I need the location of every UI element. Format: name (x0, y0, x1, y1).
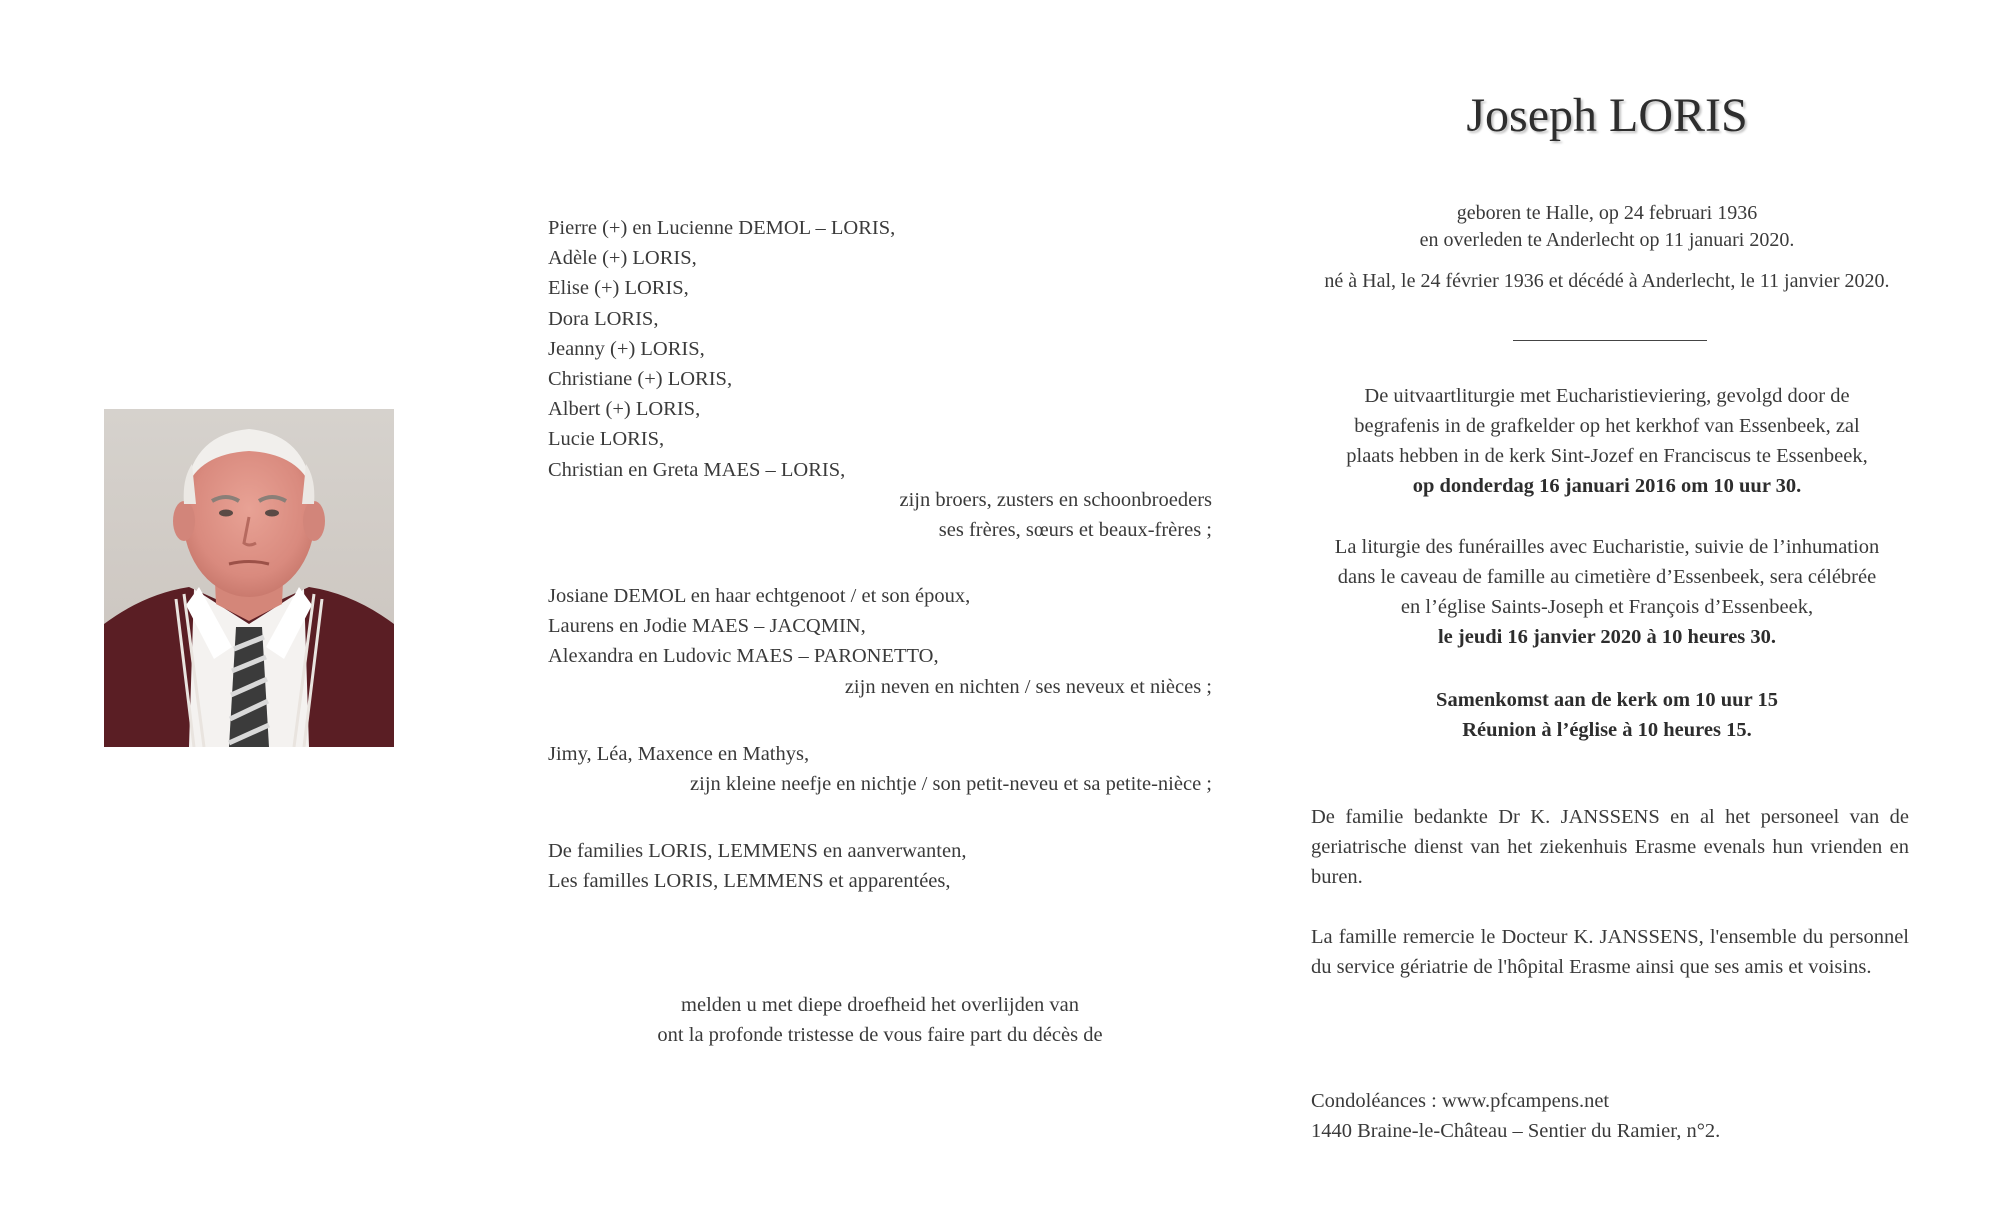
funeral-nl-line: De uitvaartliturgie met Eucharistieviering, gevolgd door de (1364, 385, 1850, 407)
nephew-line: Laurens en Jodie MAES – JACQMIN, (548, 615, 866, 638)
meeting-section (1287, 685, 1927, 745)
deceased-name-title: Joseph LORIS (1466, 89, 1748, 142)
announce-fr: ont la profonde tristesse de vous faire part du décès de (657, 1024, 1103, 1047)
sibling-line: Pierre (+) en Lucienne DEMOL – LORIS, (548, 217, 896, 239)
birth-nl-line2: en overleden te Anderlecht op 11 januari 2020. (1419, 229, 1795, 251)
sibling-line: Lucie LORIS, (548, 428, 665, 451)
families-nl: De families LORIS, LEMMENS en aanverwanten, (548, 840, 967, 862)
nephews-role: zijn neven en nichten / ses neveux et nièces ; (844, 675, 1212, 698)
funeral-fr-date: le jeudi 16 janvier 2020 à 10 heures 30. (1437, 626, 1777, 648)
sibling-line: Adèle (+) LORIS, (548, 247, 697, 270)
thanks-nl: De familie bedankte Dr K. JANSSENS en al het personeel van de geriatrische dienst van het ziekenhuis Erasme evenals hun vrienden en buren. (1311, 806, 1909, 888)
sibling-line: Christiane (+) LORIS, (548, 368, 733, 391)
portrait-photo (104, 409, 394, 747)
funeral-fr-line: en l’église Saints-Joseph et François d’Essenbeek, (1400, 596, 1814, 618)
announce-nl: melden u met diepe droefheid het overlijden van (681, 994, 1079, 1016)
sibling-line: Elise (+) LORIS, (548, 277, 689, 300)
birth-fr: né à Hal, le 24 février 1936 et décédé à Anderlecht, le 11 janvier 2020. (1324, 270, 1890, 292)
birth-nl (1287, 200, 1927, 254)
birth-nl-line1: geboren te Halle, op 24 februari 1936 (1456, 202, 1758, 224)
nephew-line: Josiane DEMOL en haar echtgenoot / et son époux, (548, 585, 971, 607)
condolences-link[interactable]: Condoléances : www.pfcampens.net (1311, 1090, 1610, 1112)
families-fr: Les familles LORIS, LEMMENS et apparentées, (548, 870, 951, 893)
grandnephews-section (548, 739, 1212, 799)
funeral-nl-section (1287, 381, 1927, 501)
announcement (548, 990, 1212, 1050)
funeral-fr-line: dans le caveau de famille au cimetière d’Essenbeek, sera célébrée (1337, 566, 1877, 588)
family-section (548, 213, 1212, 545)
divider (1513, 340, 1707, 341)
siblings-role-fr: ses frères, sœurs et beaux-frères ; (938, 519, 1212, 542)
meeting-fr: Réunion à l’église à 10 heures 15. (1462, 719, 1752, 741)
sibling-line: Dora LORIS, (548, 307, 659, 330)
thanks-fr: La famille remercie le Docteur K. JANSSENS, l'ensemble du personnel du service gériatrie de l'hôpital Erasme ainsi que ses amis et voisins. (1311, 926, 1909, 978)
nephew-line: Alexandra en Ludovic MAES – PARONETTO, (548, 645, 939, 668)
funeral-fr-line: La liturgie des funérailles avec Eucharistie, suivie de l’inhumation (1334, 536, 1880, 558)
funeral-nl-line: begrafenis in de grafkelder op het kerkhof van Essenbeek, zal (1354, 415, 1860, 437)
sibling-line: Christian en Greta MAES – LORIS, (548, 458, 846, 481)
grandnephews-role: zijn kleine neefje en nichtje / son petit-neveu et sa petite-nièce ; (690, 773, 1212, 796)
nephews-section (548, 581, 1212, 702)
condolences-address: 1440 Braine-le-Château – Sentier du Ramier, n°2. (1311, 1120, 1721, 1142)
funeral-fr-section (1287, 532, 1927, 652)
sibling-line: Jeanny (+) LORIS, (548, 337, 705, 360)
families-section (548, 836, 1212, 896)
siblings-role-nl: zijn broers, zusters en schoonbroeders (899, 488, 1212, 511)
meeting-nl: Samenkomst aan de kerk om 10 uur 15 (1436, 689, 1778, 711)
condolences-section (1311, 1086, 1909, 1146)
funeral-nl-line: plaats hebben in de kerk Sint-Jozef en Franciscus te Essenbeek, (1346, 445, 1868, 467)
funeral-nl-date: op donderdag 16 januari 2016 om 10 uur 30. (1412, 475, 1802, 497)
portrait-illustration (104, 409, 394, 747)
grandnephews-line: Jimy, Léa, Maxence en Mathys, (548, 743, 810, 765)
sibling-line: Albert (+) LORIS, (548, 398, 701, 421)
